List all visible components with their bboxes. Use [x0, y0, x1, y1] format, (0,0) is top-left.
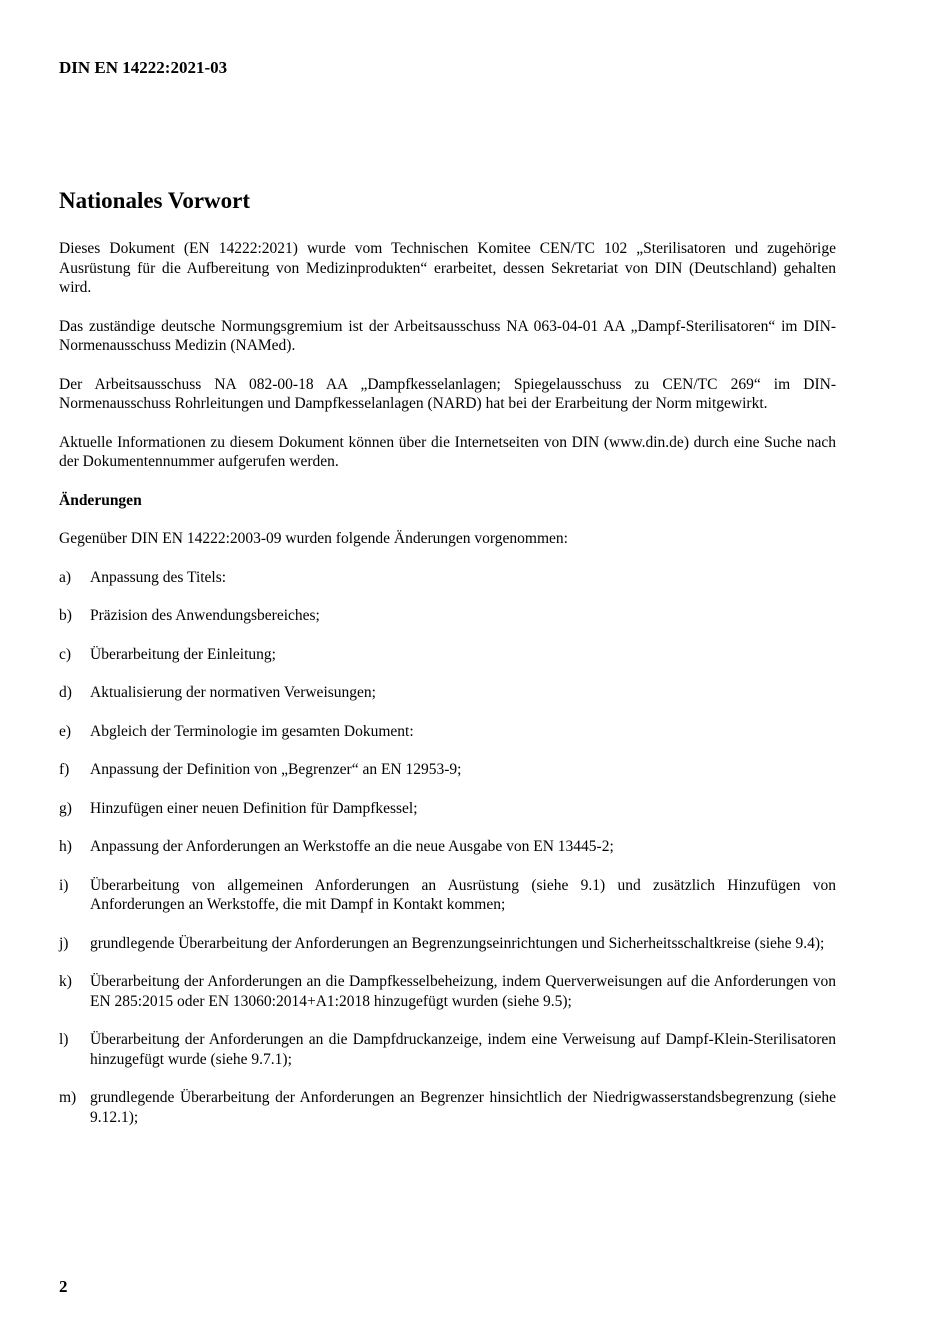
changes-intro: Gegenüber DIN EN 14222:2003-09 wurden folgende Änderungen vorgenommen:: [59, 530, 568, 547]
list-item-text: Hinzufügen einer neuen Definition für Dampfkessel;: [90, 799, 418, 817]
list-marker: i): [59, 876, 69, 894]
list-item: [59, 683, 836, 703]
changes-heading: Änderungen: [59, 491, 142, 509]
list-marker: b): [59, 607, 72, 624]
list-item: [59, 876, 836, 915]
list-item-text: Anpassung der Definition von „Begrenzer“ an EN 12953-9;: [90, 761, 462, 778]
document-header-id: DIN EN 14222:2021-03: [59, 58, 228, 77]
list-item: [59, 722, 836, 742]
list-item-text: Überarbeitung der Einleitung;: [90, 645, 276, 663]
page-number: 2: [59, 1277, 68, 1296]
list-item: [59, 568, 836, 588]
list-item: [59, 934, 836, 954]
list-item: [59, 645, 836, 665]
list-marker: l): [59, 1031, 69, 1048]
list-marker: d): [59, 684, 72, 701]
list-marker: a): [59, 568, 72, 586]
list-item-text: Aktualisierung der normativen Verweisungen;: [90, 684, 376, 701]
list-item-text: Anpassung der Anforderungen an Werkstoffe an die neue Ausgabe von EN 13445-2;: [90, 838, 614, 855]
list-item: [59, 972, 836, 1011]
list-item-text: Präzision des Anwendungsbereiches;: [90, 607, 320, 624]
list-item: [59, 606, 836, 626]
list-item-text: Überarbeitung von allgemeinen Anforderungen an Ausrüstung (siehe 9.1) und zusätzlich Hinzufügen von Anforderungen an Werkstoffe, die mit Dampf in Kontakt kommen;: [90, 876, 836, 913]
paragraph-cooperation: Der Arbeitsausschuss NA 082-00-18 AA „Dampfkesselanlagen; Spiegelausschuss zu CEN/TC 269“ im DIN-Normenausschuss Rohrleitungen und Dampfkesselanlagen (NARD) hat bei der Erarbeitung der Norm mitgewirkt.: [59, 375, 836, 412]
document-body: [59, 239, 836, 1146]
list-marker: g): [59, 799, 72, 817]
list-item: [59, 837, 836, 857]
list-item: [59, 1030, 836, 1069]
list-item-text: Abgleich der Terminologie im gesamten Dokument:: [90, 722, 414, 740]
list-item-text: grundlegende Überarbeitung der Anforderungen an Begrenzungseinrichtungen und Sicherheitsschaltkreise (siehe 9.4);: [90, 934, 825, 952]
list-item-text: Anpassung des Titels:: [90, 568, 227, 586]
list-item-text: grundlegende Überarbeitung der Anforderungen an Begrenzer hinsichtlich der Niedrigwasserstandsbegrenzung (siehe 9.12.1);: [90, 1089, 836, 1126]
list-item: [59, 1088, 836, 1127]
page-title: Nationales Vorwort: [59, 188, 251, 213]
list-marker: c): [59, 645, 72, 663]
list-marker: f): [59, 761, 70, 778]
paragraph-information: Aktuelle Informationen zu diesem Dokument können über die Internetseiten von DIN (www.din.de) durch eine Suche nach der Dokumentennummer aufgerufen werden.: [59, 433, 836, 470]
list-marker: h): [59, 838, 72, 855]
list-item-text: Überarbeitung der Anforderungen an die Dampfkesselbeheizung, indem Querverweisungen auf die Anforderungen von EN 285:2015 oder EN 13060:2014+A1:2018 hinzugefügt wurden (siehe 9.5);: [90, 973, 836, 1010]
paragraph-intro: Dieses Dokument (EN 14222:2021) wurde vom Technischen Komitee CEN/TC 102 „Sterilisatoren und zugehörige Ausrüstung für die Aufbereitung von Medizinprodukten“ erarbeitet, dessen Sekretariat von DIN (Deutschland) gehalten wird.: [59, 240, 836, 296]
list-marker: m): [59, 1089, 77, 1106]
list-marker: j): [59, 934, 69, 952]
list-item: [59, 799, 836, 819]
list-item-text: Überarbeitung der Anforderungen an die Dampfdruckanzeige, indem eine Verweisung auf Dampf-Klein-Sterilisatoren hinzugefügt wurde (siehe 9.7.1);: [90, 1031, 836, 1068]
list-item: [59, 760, 836, 780]
paragraph-committee: Das zuständige deutsche Normungsgremium ist der Arbeitsausschuss NA 063-04-01 AA „Dampf-Sterilisatoren“ im DIN-Normenausschuss Medizin (NAMed).: [59, 317, 836, 354]
list-marker: e): [59, 722, 72, 740]
list-marker: k): [59, 973, 72, 990]
changes-list: [59, 568, 836, 1128]
